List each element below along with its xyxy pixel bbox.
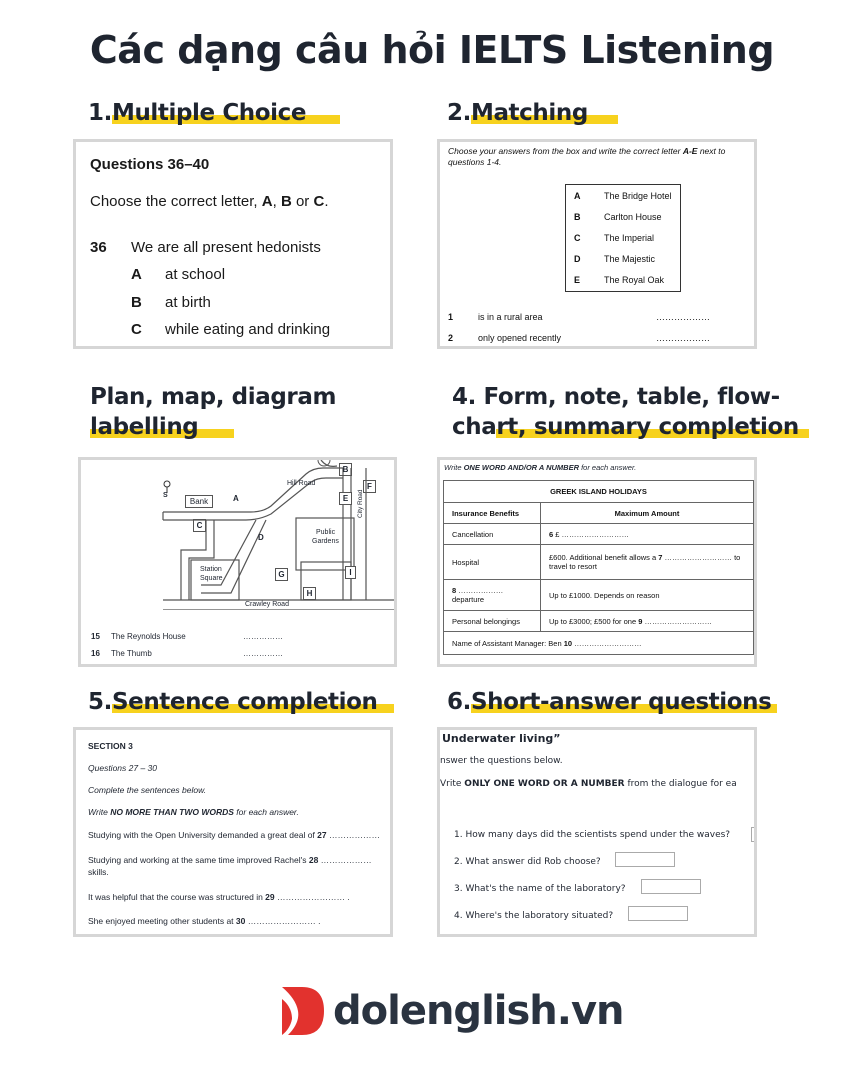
table-row [444,632,754,655]
question-number: 1 [448,312,454,322]
questions-range: Questions 27 – 30 [88,763,157,773]
option-text: The Royal Oak [604,275,665,285]
option-text: Carlton House [604,212,662,222]
map-label-b: B [339,463,352,476]
section-number: 6. [447,689,471,715]
instruction: Complete the sentences below. [88,785,207,795]
section-label-line2: labelling [90,414,234,440]
table-row [444,611,754,632]
answer-input-3[interactable] [641,879,701,894]
option-letter: C [574,233,581,243]
option-letter: B [131,294,142,311]
table-cell: 6 £ ……………………… [541,524,754,545]
section-number: 5. [88,689,112,715]
sentence-completion-example [73,727,393,937]
station-square-label-2: Square [200,575,223,582]
multiple-choice-example [73,139,393,349]
question-text: only opened recently [478,333,562,343]
table-row [444,524,754,545]
question-text: We are all present hedonists [131,239,321,256]
question-4: 4. Where's the laboratory situated? [454,911,614,921]
section-heading-plan-map [90,382,336,442]
section-heading-matching [447,98,618,128]
sentence-30: She enjoyed meeting other students at 30 …………………… . [88,916,321,926]
brand-logo-text[interactable]: dolenglish.vn [333,988,624,1034]
sentence-27: Studying with the Open University demanded a great deal of 27 ……………… [88,830,381,840]
public-gardens-label-2: Gardens [312,538,339,545]
column-header: Maximum Amount [541,503,754,524]
option-text: at school [165,266,226,283]
map-label-a: A [233,494,239,503]
option-letter: C [131,321,142,338]
public-gardens-label-1: Public [316,529,336,536]
table-cell: Hospital [444,545,541,580]
section-heading-multiple-choice [88,98,340,128]
table-row [444,580,754,611]
map-label-e: E [339,492,352,505]
option-text: at birth [165,294,211,311]
map-label-d: D [258,533,264,542]
option-text: The Imperial [604,233,655,243]
exercise-title: Underwater living” [442,732,561,745]
write-instruction: Write NO MORE THAN TWO WORDS for each answer. [88,807,299,817]
station-square-label-1: Station [200,566,222,573]
table-cell: 8 ……………… departure [444,580,541,611]
instruction: nswer the questions below. [440,756,563,766]
option-letter: B [574,212,581,222]
question-text: The Reynolds House [111,632,186,641]
map-diagram [81,460,394,610]
table-cell: Personal belongings [444,611,541,632]
option-letter: A [131,266,142,283]
section-heading-short-answer [447,687,777,717]
bank-label: Bank [185,495,213,508]
section-label: Multiple Choice [112,100,340,126]
column-header: Insurance Benefits [444,503,541,524]
question-number: 15 [91,632,100,641]
answer-input-2[interactable] [615,852,675,867]
question-number: 16 [91,649,100,658]
option-text: while eating and drinking [165,321,331,338]
question-2: 2. What answer did Rob choose? [454,857,601,867]
option-letter: A [574,191,581,201]
map-label-g: G [275,568,288,581]
section-label-line1: Plan, map, diagram [90,384,337,410]
city-road-label: City Road [357,489,364,518]
matching-example [437,139,757,349]
question-3: 3. What's the name of the laboratory? [454,884,626,894]
questions-heading: Questions 36–40 [90,156,210,173]
option-text: The Majestic [604,254,656,264]
section-heading-form-completion [452,382,809,442]
dol-logo-icon [280,985,326,1037]
map-label-s: S [163,492,168,499]
question-text: The Thumb [111,649,152,658]
sentence-29: It was helpful that the course was structured in 29 …………………… . [88,892,350,902]
table-cell: Up to £3000; £500 for one 9 ……………………… [541,611,754,632]
table-completion-example [437,457,757,667]
table-cell: £600. Additional benefit allows a 7 ……………………… to travel to resort [541,545,754,580]
instruction-line2: questions 1-4. [448,157,502,167]
question-text: is in a rural area [478,312,543,322]
map-label-c: C [193,519,206,532]
instruction: Choose your answers from the box and write the correct letter A-E next to [448,146,726,156]
page-title: Các dạng câu hỏi IELTS Listening [89,28,775,72]
map-label-h: H [303,587,316,600]
question-1: 1. How many days did the scientists spend under the waves? [454,830,731,840]
map-label-i: I [345,566,356,579]
answer-input-1[interactable] [751,827,757,842]
map-labelling-example [78,457,397,667]
instruction: Write ONE WORD AND/OR A NUMBER for each answer. [444,463,637,472]
write-instruction: Vrite ONLY ONE WORD OR A NUMBER from the dialogue for ea [440,779,737,789]
section-label-line2-highlight: rt, summary completion [496,414,809,440]
section-label: Short-answer questions [471,689,777,715]
hill-road-label: Hill Road [287,480,316,487]
answer-blank: …………… [243,632,283,641]
option-letter: D [574,254,581,264]
sentence-28-line2: skills. [88,867,109,877]
section-heading-sentence-completion [88,687,394,717]
option-letter: E [574,275,581,285]
instruction: Choose the correct letter, A, B or C. [90,193,329,210]
answer-blank: …………… [243,649,283,658]
section-number: 1. [88,100,112,126]
answer-input-4[interactable] [628,906,688,921]
crawley-road-label: Crawley Road [245,601,289,608]
section-label-line1: 4. Form, note, table, flow- [452,384,780,410]
section-label: Sentence completion [112,689,394,715]
table-cell: Up to £1000. Depends on reason [541,580,754,611]
question-number: 2 [448,333,454,343]
insurance-table [443,480,754,655]
section-label: Matching [471,100,618,126]
section-number: 2. [447,100,471,126]
map-label-f: F [363,480,376,493]
section-label-line2-plain: cha [452,414,497,440]
table-cell: Cancellation [444,524,541,545]
table-cell: Name of Assistant Manager: Ben 10 ……………………… [444,632,754,655]
answer-blank: ……………… [656,312,710,322]
answer-blank: ……………… [656,333,710,343]
sentence-28: Studying and working at the same time improved Rachel's 28 ……………… [88,855,372,865]
short-answer-example [437,727,757,937]
option-text: The Bridge Hotel [604,191,672,201]
section-label: SECTION 3 [88,741,133,751]
table-title: GREEK ISLAND HOLIDAYS [444,481,754,503]
question-number: 36 [90,239,107,256]
table-row [444,545,754,580]
options-box [565,184,681,292]
